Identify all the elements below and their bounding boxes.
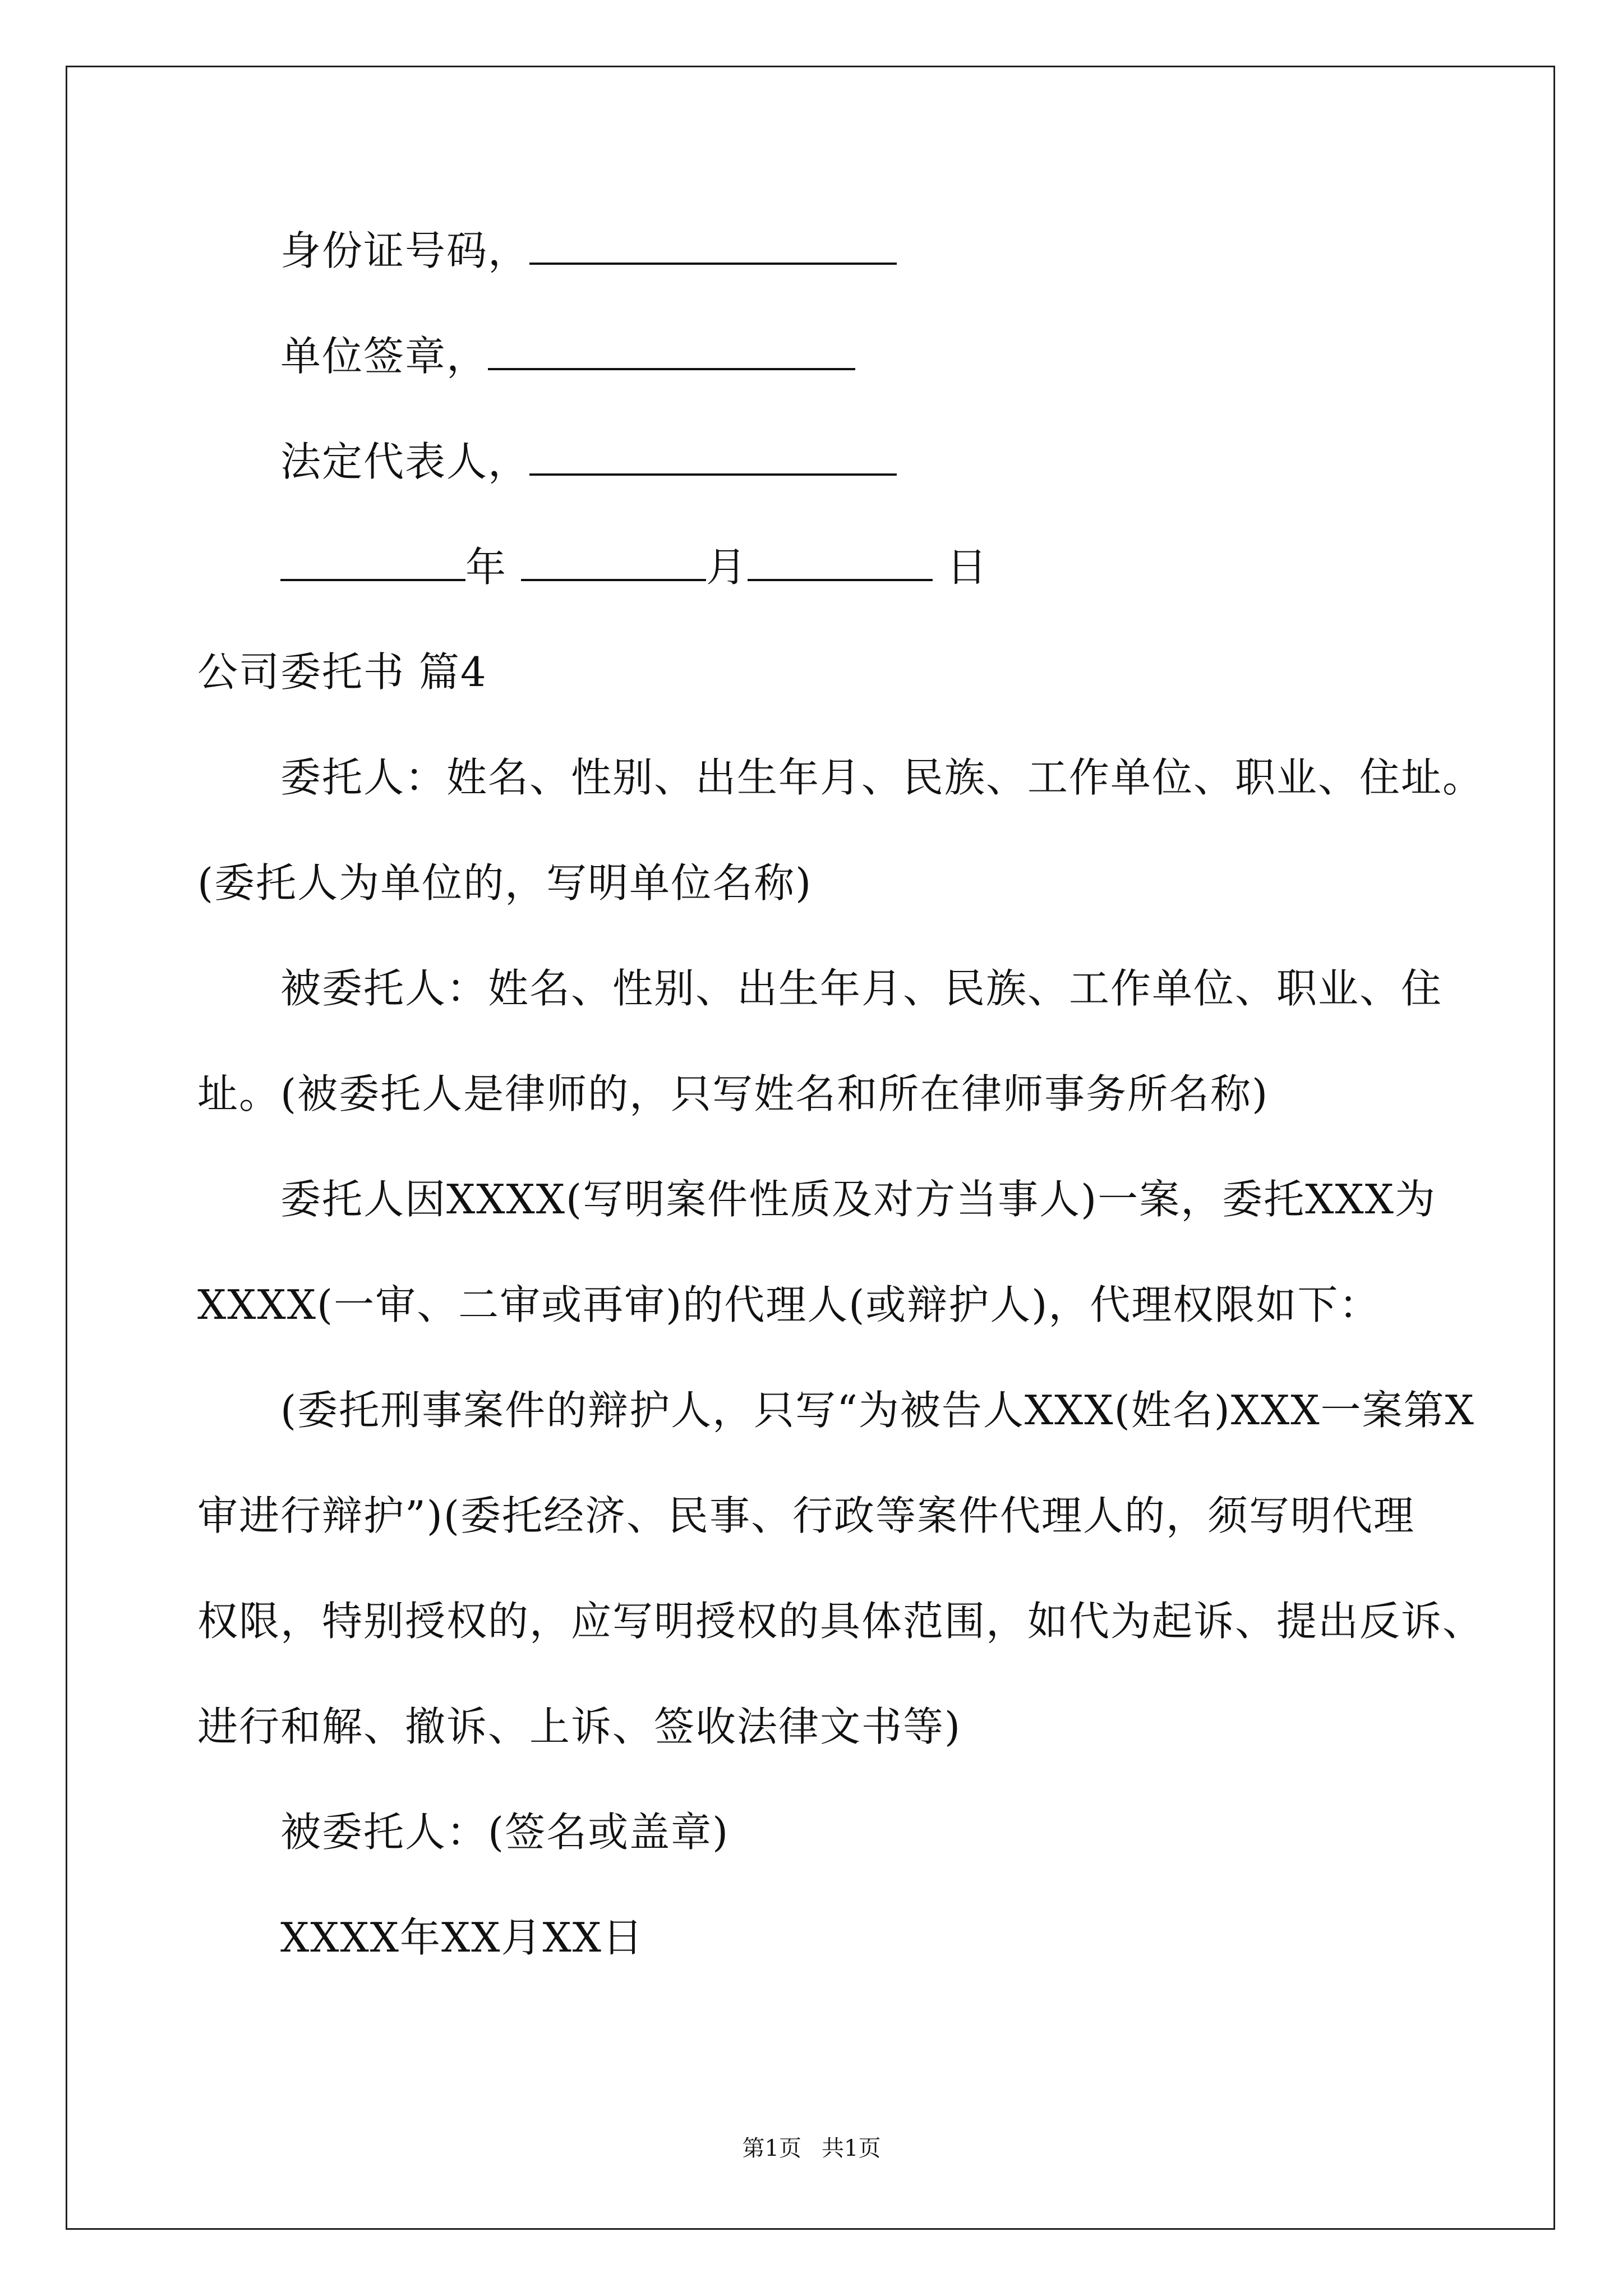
year-blank[interactable]	[280, 546, 465, 581]
paragraph-line: 委托人因XXXX(写明案件性质及对方当事人)一案，委托XXX为	[280, 1176, 1436, 1223]
id-number-blank[interactable]	[529, 230, 897, 265]
month-label: 月	[706, 544, 748, 591]
page-total: 共1页	[822, 2136, 881, 2161]
paragraph-line: 被委托人：姓名、性别、出生年月、民族、工作单位、职业、住	[280, 965, 1443, 1012]
id-number-label: 身份证号码，	[280, 227, 530, 274]
unit-seal-blank[interactable]	[488, 335, 855, 370]
paragraph-line: XXXX(一审、二审或再审)的代理人(或辩护人)，代理权限如下：	[197, 1281, 1381, 1328]
legal-rep-blank[interactable]	[529, 441, 897, 476]
page-footer	[0, 2137, 1623, 2160]
paragraph-line: XXXX年XX月XX日	[280, 1914, 644, 1961]
date-line	[280, 544, 988, 591]
paragraph-line: 委托人：姓名、性别、出生年月、民族、工作单位、职业、住址。	[280, 754, 1484, 801]
id-number-line	[280, 227, 897, 274]
paragraph-line: 被委托人：(签名或盖章)	[280, 1809, 730, 1856]
month-blank[interactable]	[521, 546, 706, 581]
paragraph-line: (委托人为单位的，写明单位名称)	[197, 859, 813, 907]
section-title: 公司委托书 篇4	[197, 648, 487, 696]
legal-rep-line	[280, 438, 897, 485]
legal-rep-label: 法定代表人，	[280, 438, 530, 485]
paragraph-line: 审进行辩护”)(委托经济、民事、行政等案件代理人的，须写明代理	[197, 1492, 1415, 1539]
unit-seal-line	[280, 333, 855, 380]
paragraph-line: 权限，特别授权的，应写明授权的具体范围，如代为起诉、提出反诉、	[197, 1598, 1484, 1645]
unit-seal-label: 单位签章，	[280, 333, 488, 380]
paragraph-line: (委托刑事案件的辩护人，只写“为被告人XXX(姓名)XXX一案第X	[280, 1387, 1475, 1434]
year-label: 年	[465, 544, 508, 591]
paragraph-line: 址。(被委托人是律师的，只写姓名和所在律师事务所名称)	[197, 1070, 1269, 1117]
page-number: 第1页	[742, 2136, 801, 2161]
day-label: 日	[946, 544, 988, 591]
page-border	[66, 66, 1555, 2230]
paragraph-line: 进行和解、撤诉、上诉、签收法律文书等)	[197, 1703, 962, 1750]
day-blank[interactable]	[748, 546, 933, 581]
